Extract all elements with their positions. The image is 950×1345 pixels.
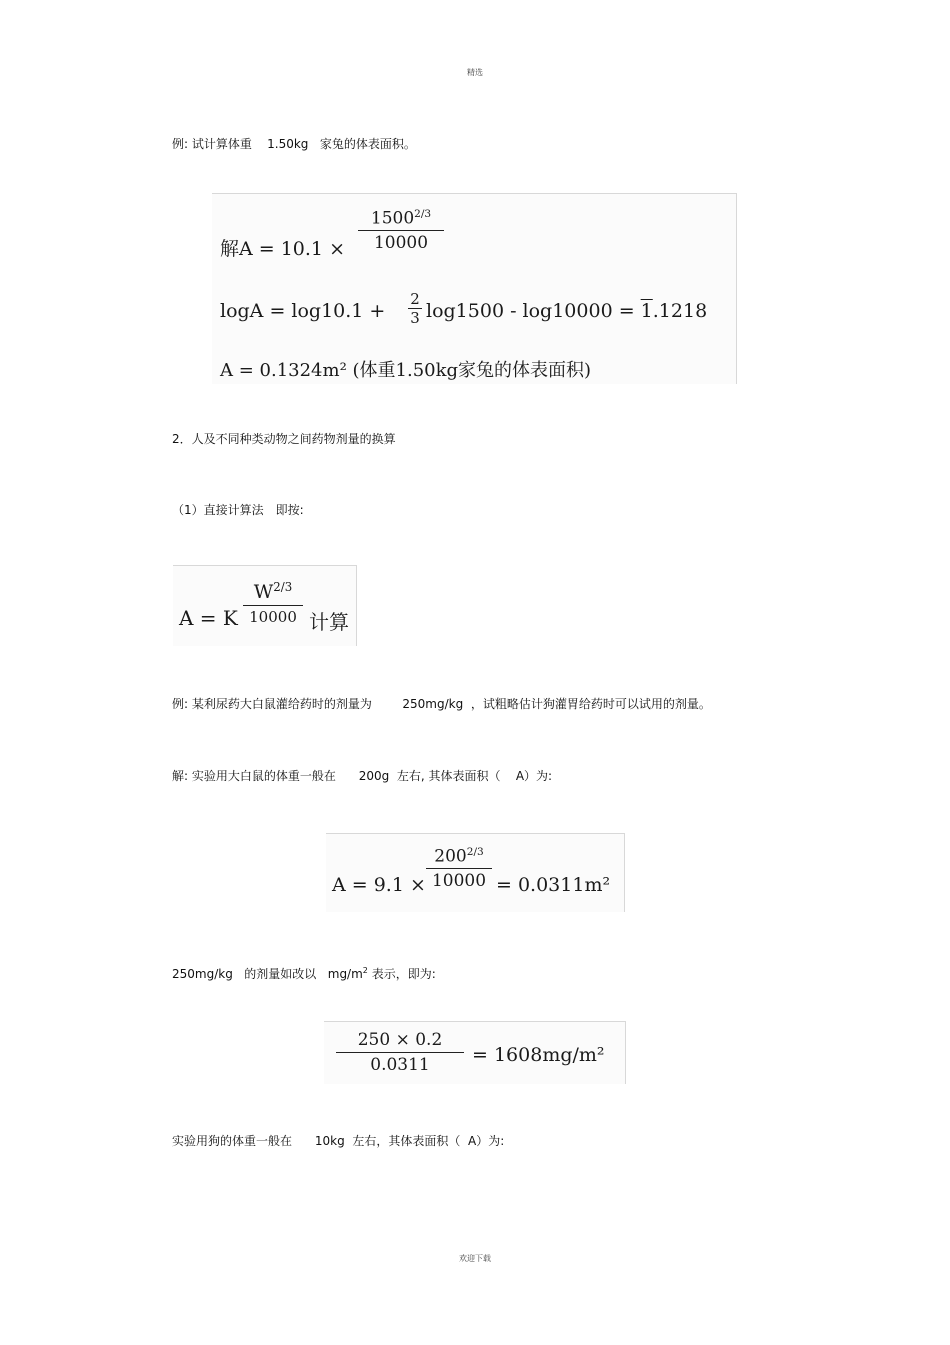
formula1-denominator: 10000: [373, 233, 429, 254]
formula3-image: [326, 833, 625, 912]
formula2-image: [173, 565, 357, 646]
example2-text: 例: 某利尿药大白鼠灌给药时的剂量为 250mg/kg ，试粗略估计狗灌胃给药时可以试用的剂量。: [172, 697, 711, 711]
conversion-text: 250mg/kg 的剂量如改以 $mg/m^2$ 表示，即为:: [172, 966, 436, 981]
formula1-line2-rest: log1500 - log10000 = 1.1218: [426, 300, 708, 322]
formula4-fraction: 250 × 0.2 0.0311: [336, 1030, 464, 1075]
example1-text: [172, 136, 416, 152]
fraction-bar: [358, 230, 444, 231]
page-footer: 欢迎下载: [459, 1254, 491, 1263]
formula1-image: [212, 193, 737, 384]
formula1-line1-prefix: 解A = 10.1 ×: [220, 238, 345, 260]
solution-text: 解: 实验用大白鼠的体重一般在 200g 左右, 其体表面积（ A）为:: [172, 769, 553, 783]
formula3-result: = 0.0311m²: [496, 874, 611, 896]
formula1-numerator: $1500^{2/3}$: [370, 208, 432, 229]
example1-prefix: 例: 试计算体重: [172, 137, 252, 151]
formula1-line2-prefix: logA = log10.1 +: [220, 300, 386, 322]
formula4-image: [324, 1021, 626, 1084]
subsection1-heading: （1）直接计算法 即按:: [172, 503, 304, 517]
section2-heading: 2．人及不同种类动物之间药物剂量的换算: [172, 432, 396, 446]
formula1-fraction: [358, 208, 444, 253]
formula2-fraction: $W^{2/3}$ 10000: [243, 580, 303, 626]
dog-text: 实验用狗的体重一般在 10kg 左右，其体表面积（ A）为:: [172, 1134, 505, 1148]
formula1-line3: A = 0.1324m² (体重1.50kg家兔的体表面积): [220, 360, 592, 381]
example1-suffix: 家兔的体表面积。: [319, 137, 416, 151]
formula4-result: = 1608mg/m²: [472, 1044, 605, 1066]
formula2-prefix: A = K: [179, 606, 238, 630]
formula3-prefix: A = 9.1 ×: [332, 874, 426, 896]
example1-value: 1.50kg: [267, 137, 309, 151]
page-header: 精选: [467, 68, 483, 77]
formula3-fraction: $200^{2/3}$ 10000: [426, 846, 492, 891]
formula2-suffix: 计算: [309, 610, 349, 634]
formula1-line2-fraction: 2 3: [408, 290, 422, 327]
